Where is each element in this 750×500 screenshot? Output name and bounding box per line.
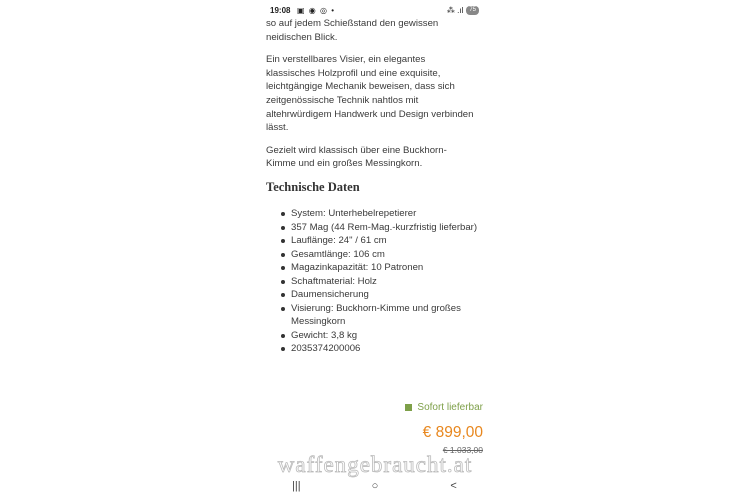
product-description (266, 17, 476, 180)
android-nav-bar (257, 474, 493, 498)
back-button[interactable]: < (450, 480, 457, 492)
battery-icon: 75 (466, 6, 479, 15)
availability-square-icon (405, 404, 412, 411)
old-price: € 1.033,00 (442, 445, 483, 455)
availability-label: Sofort lieferbar (417, 402, 483, 413)
spec-item: Gesamtlänge: 106 cm (281, 248, 481, 262)
spec-item: Magazinkapazität: 10 Patronen (281, 261, 481, 275)
recent-apps-button[interactable]: ||| (292, 480, 301, 492)
description-paragraph: Gezielt wird klassisch über eine Buckhorn-Kimme und ein großes Messingkorn. (266, 144, 447, 170)
spec-item: Gewicht: 3,8 kg (281, 329, 481, 343)
spec-item: 357 Mag (44 Rem-Mag.-kurzfristig lieferbar) (281, 221, 481, 235)
technical-data-heading: Technische Daten (266, 180, 360, 194)
technical-data-list (281, 207, 481, 356)
current-price: € 899,00 (422, 424, 483, 441)
spec-item: System: Unterhebelrepetierer (281, 207, 481, 221)
phone-screen (257, 0, 493, 500)
notification-icons: ▣ ◉ ◎ • (297, 6, 335, 15)
description-paragraph: so auf jedem Schießstand den gewissen neidischen Blick. (266, 18, 439, 43)
spec-item: Visierung: Buckhorn-Kimme und großes Messingkorn (281, 302, 481, 329)
watermark: waffengebraucht.at (277, 452, 473, 477)
home-button[interactable]: ○ (371, 480, 379, 492)
spec-item: Daumensicherung (281, 288, 481, 302)
spec-item: 2035374200006 (281, 342, 481, 356)
signal-icon: ⁂ .ıl (446, 6, 464, 15)
spec-item: Schaftmaterial: Holz (281, 275, 481, 289)
availability-status (405, 402, 483, 413)
spec-item: Lauflänge: 24" / 61 cm (281, 234, 481, 248)
status-right-icons (447, 6, 479, 15)
description-paragraph: Ein verstellbares Visier, ein elegantes klassisches Holzprofil und eine exquisite, leichtgängige Mechanik beweisen, dass sich zeitgenössische Technik nahtlos mit altehrwürdigem Handwerk und Design verbinden lässt. (266, 54, 474, 134)
status-time: 19:08 (270, 6, 291, 15)
